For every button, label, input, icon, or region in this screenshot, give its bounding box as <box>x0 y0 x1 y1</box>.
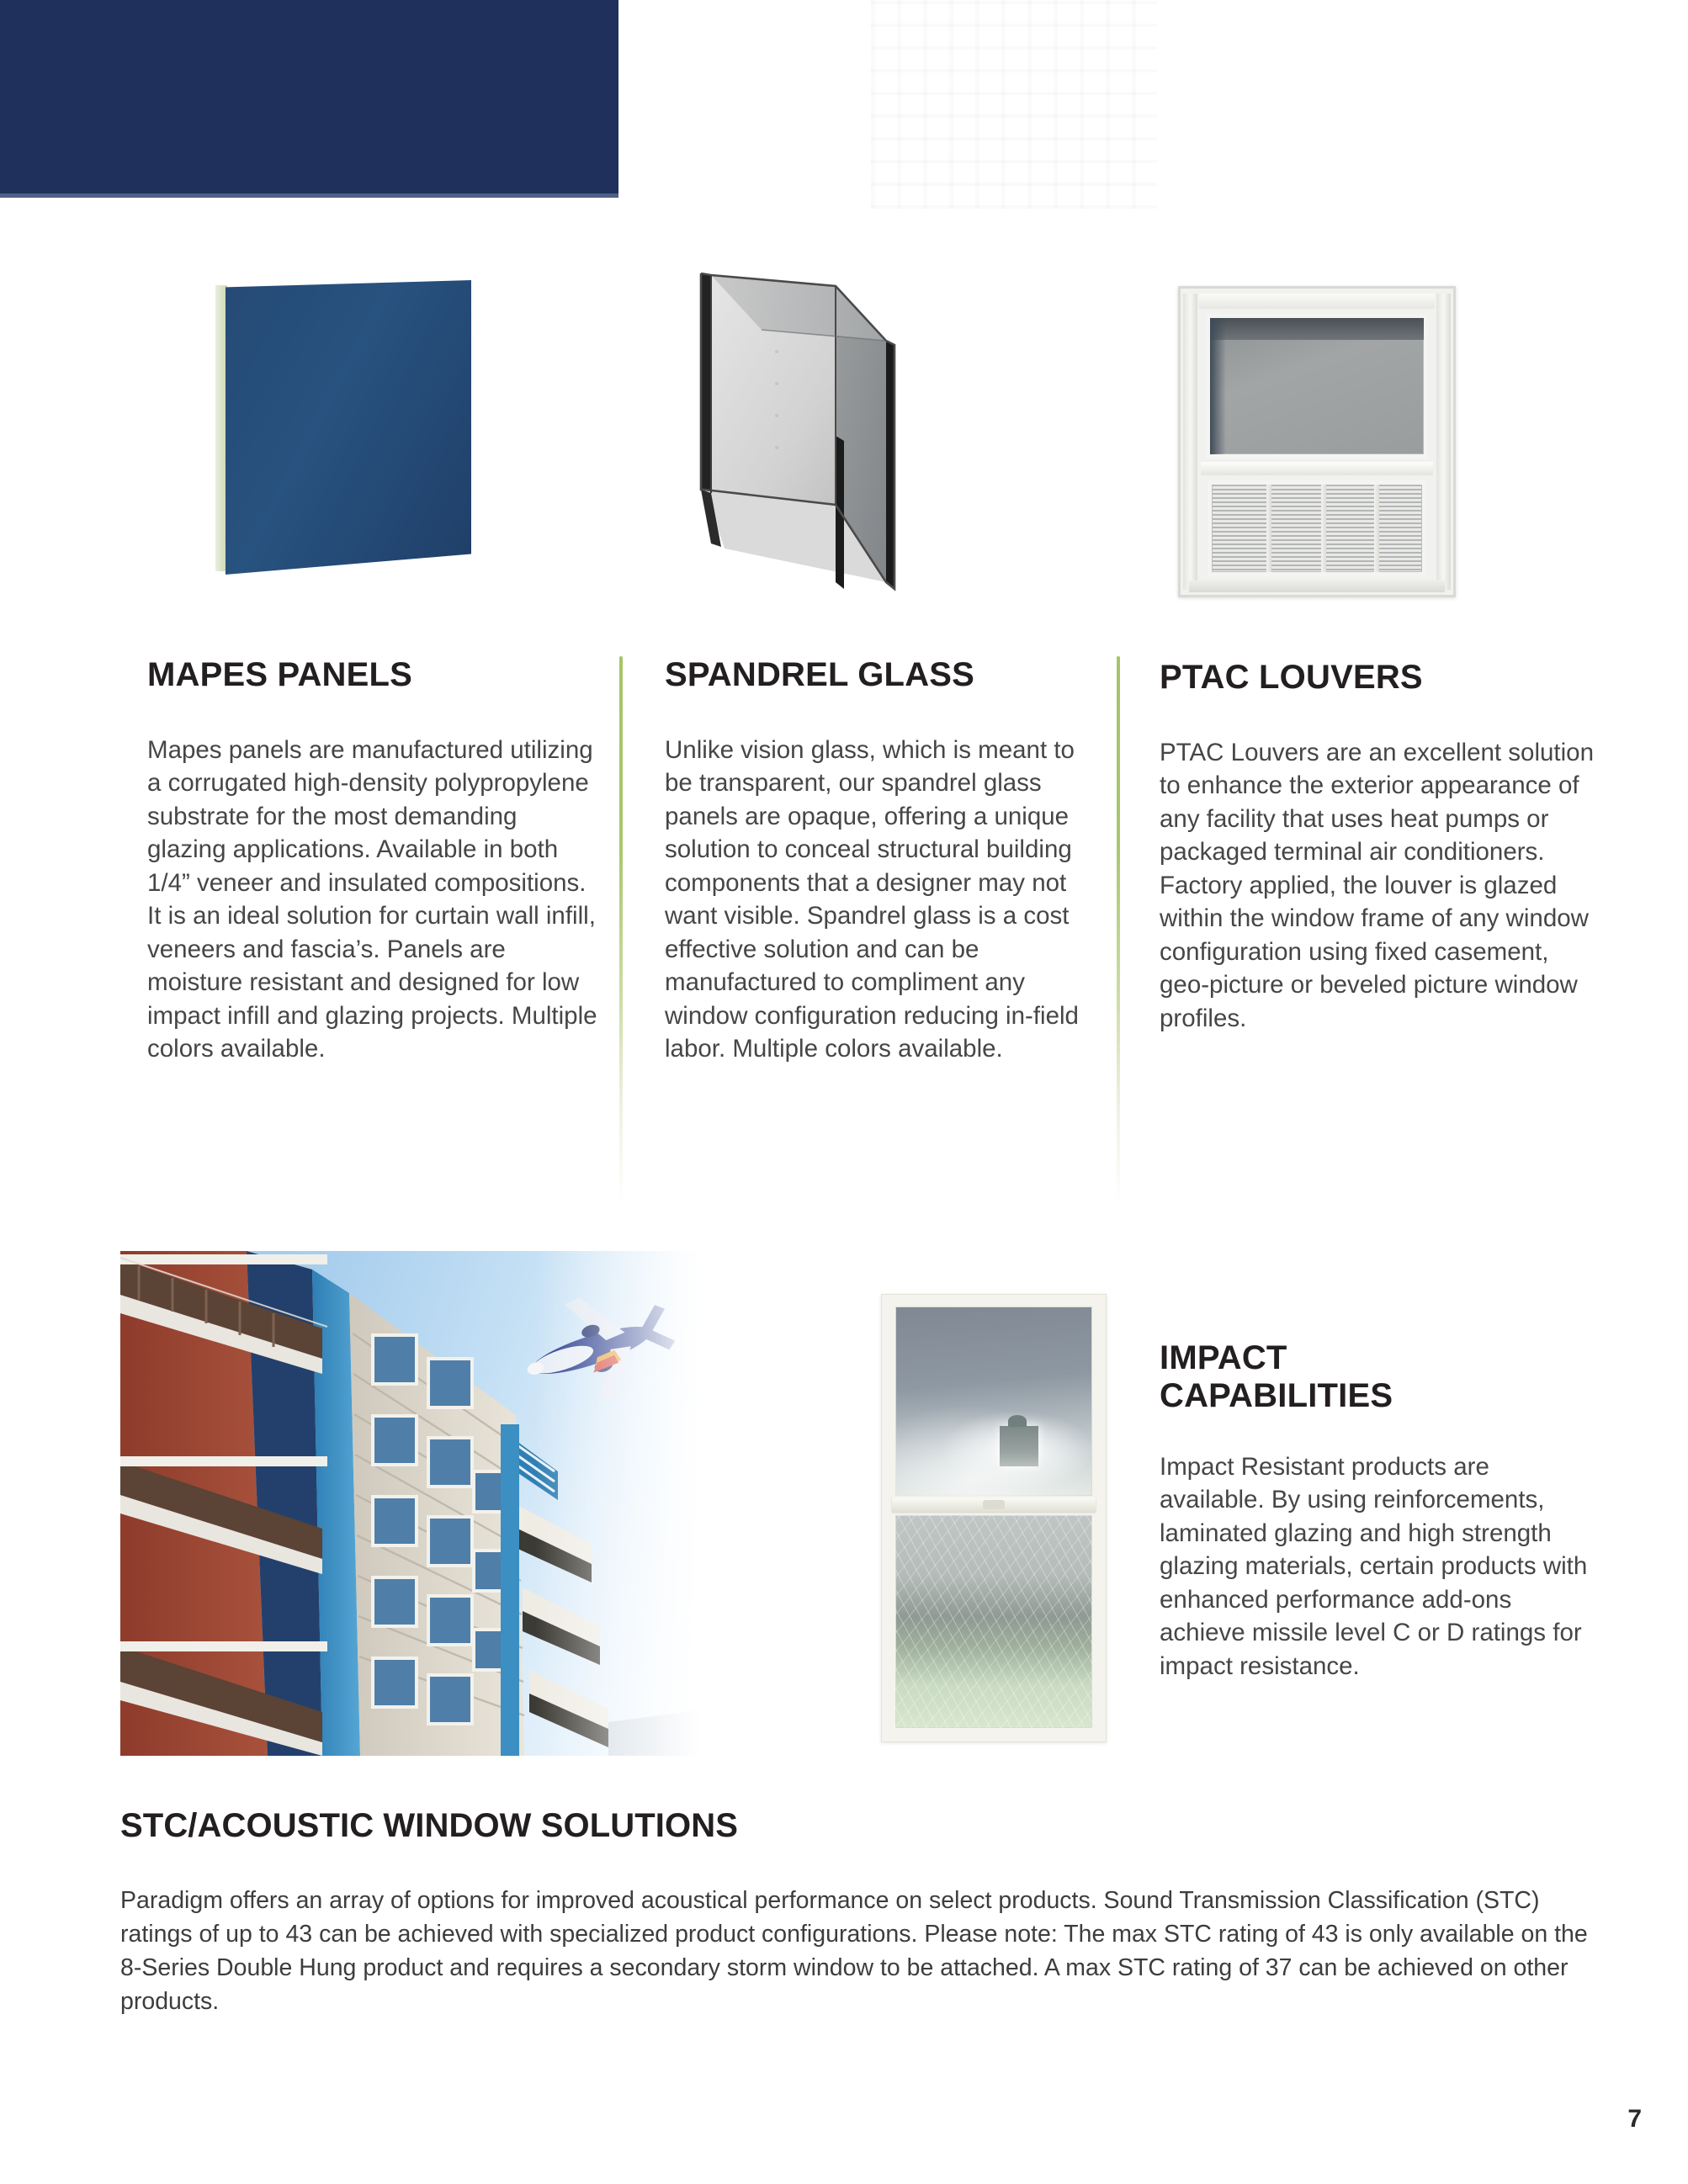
body-spandrel-glass: Unlike vision glass, which is meant to be transparent, our spandrel glass panels are opaque, offering a unique solution to conceal structural building components that a designer may not want visible. Spandrel glass is a cost effective solution and can be manufactured to compliment any window configuration reducing in-field labor. Multiple colors available. <box>665 735 1079 1063</box>
ptac-meeting-rail <box>1201 462 1433 475</box>
ptac-glass-lite <box>1206 314 1428 459</box>
missile-impact-point <box>1000 1426 1038 1466</box>
ptac-sill <box>1189 580 1445 592</box>
impact-window-photograph <box>881 1294 1107 1742</box>
panel-face-layer <box>226 280 471 575</box>
igu-illustration <box>677 252 930 623</box>
background-texture-panel <box>871 0 1157 209</box>
heading-impact-line-2: CAPABILITIES <box>1160 1376 1393 1414</box>
column-impact-capabilities <box>1160 1339 1597 1683</box>
body-stc-acoustic: Paradigm offers an array of options for improved acoustical performance on select products. Sound Transmission Classification (STC) ratings of up to 43 can be achieved with specialized product configurations. Please note: The max STC rating of 43 is only available on the 8-Series Double Hung product and requires a secondary storm window to be attached. A max STC rating of 37 can be achieved on other products. <box>120 1887 1588 2015</box>
column-mapes-panels <box>147 656 602 1066</box>
ptac-frame <box>1178 286 1456 597</box>
body-impact-capabilities: Impact Resistant products are available. By using reinforcements, laminated glazing and high strength glazing materials, certain products with enhanced performance add-ons achieve missile level C or D ratings for impact resistance. <box>1160 1452 1588 1680</box>
panel-edge-layer <box>215 285 227 572</box>
body-mapes-panels: Mapes panels are manufactured utilizing a corrugated high-density polypropylene substrate for the most demanding glazing applications. Available in both 1/4” veneer and insulated compositions. It is an ideal solution for curtain wall infill, veneers and fascia’s. Panels are moisture resistant and designed for low impact infill and glazing projects. Multiple colors available. <box>147 735 597 1063</box>
heading-spandrel-glass: SPANDREL GLASS <box>665 656 975 693</box>
heading-impact-line-1: IMPACT <box>1160 1339 1287 1376</box>
navy-header-block <box>0 0 618 198</box>
impact-lower-sash <box>895 1515 1092 1728</box>
column-divider-2 <box>1117 656 1120 1207</box>
column-ptac-louvers <box>1160 659 1597 1035</box>
column-spandrel-glass <box>665 656 1086 1066</box>
ptac-head-rail <box>1199 294 1435 309</box>
impact-window-frame <box>882 1295 1106 1741</box>
building-photograph <box>120 1251 737 1756</box>
body-ptac-louvers: PTAC Louvers are an excellent solution to enhance the exterior appearance of any facility that uses heat pumps or packaged terminal air conditioners. Factory applied, the louver is glazed within the window frame of any window configuration using fixed casement, geo-picture or beveled picture window profiles. <box>1160 738 1594 1032</box>
section-stc-acoustic <box>120 1807 1601 2018</box>
column-divider-1 <box>619 656 623 1207</box>
ptac-right-jamb <box>1436 294 1451 590</box>
heading-stc-acoustic: STC/ACOUSTIC WINDOW SOLUTIONS <box>120 1807 738 1844</box>
ptac-left-jamb <box>1183 294 1197 590</box>
heading-impact-capabilities <box>1160 1339 1597 1415</box>
heading-mapes-panels: MAPES PANELS <box>147 656 413 693</box>
heading-ptac-louvers: PTAC LOUVERS <box>1160 659 1423 696</box>
page-number: 7 <box>1627 2105 1642 2133</box>
mapes-panel-image <box>209 273 486 589</box>
impact-meeting-rail <box>892 1498 1096 1512</box>
spandrel-glass-image <box>677 252 930 623</box>
impact-upper-sash <box>895 1307 1092 1496</box>
ptac-louver-grille <box>1208 480 1426 576</box>
ptac-louver-image <box>1178 286 1456 597</box>
photo-fade-edge <box>535 1251 737 1756</box>
